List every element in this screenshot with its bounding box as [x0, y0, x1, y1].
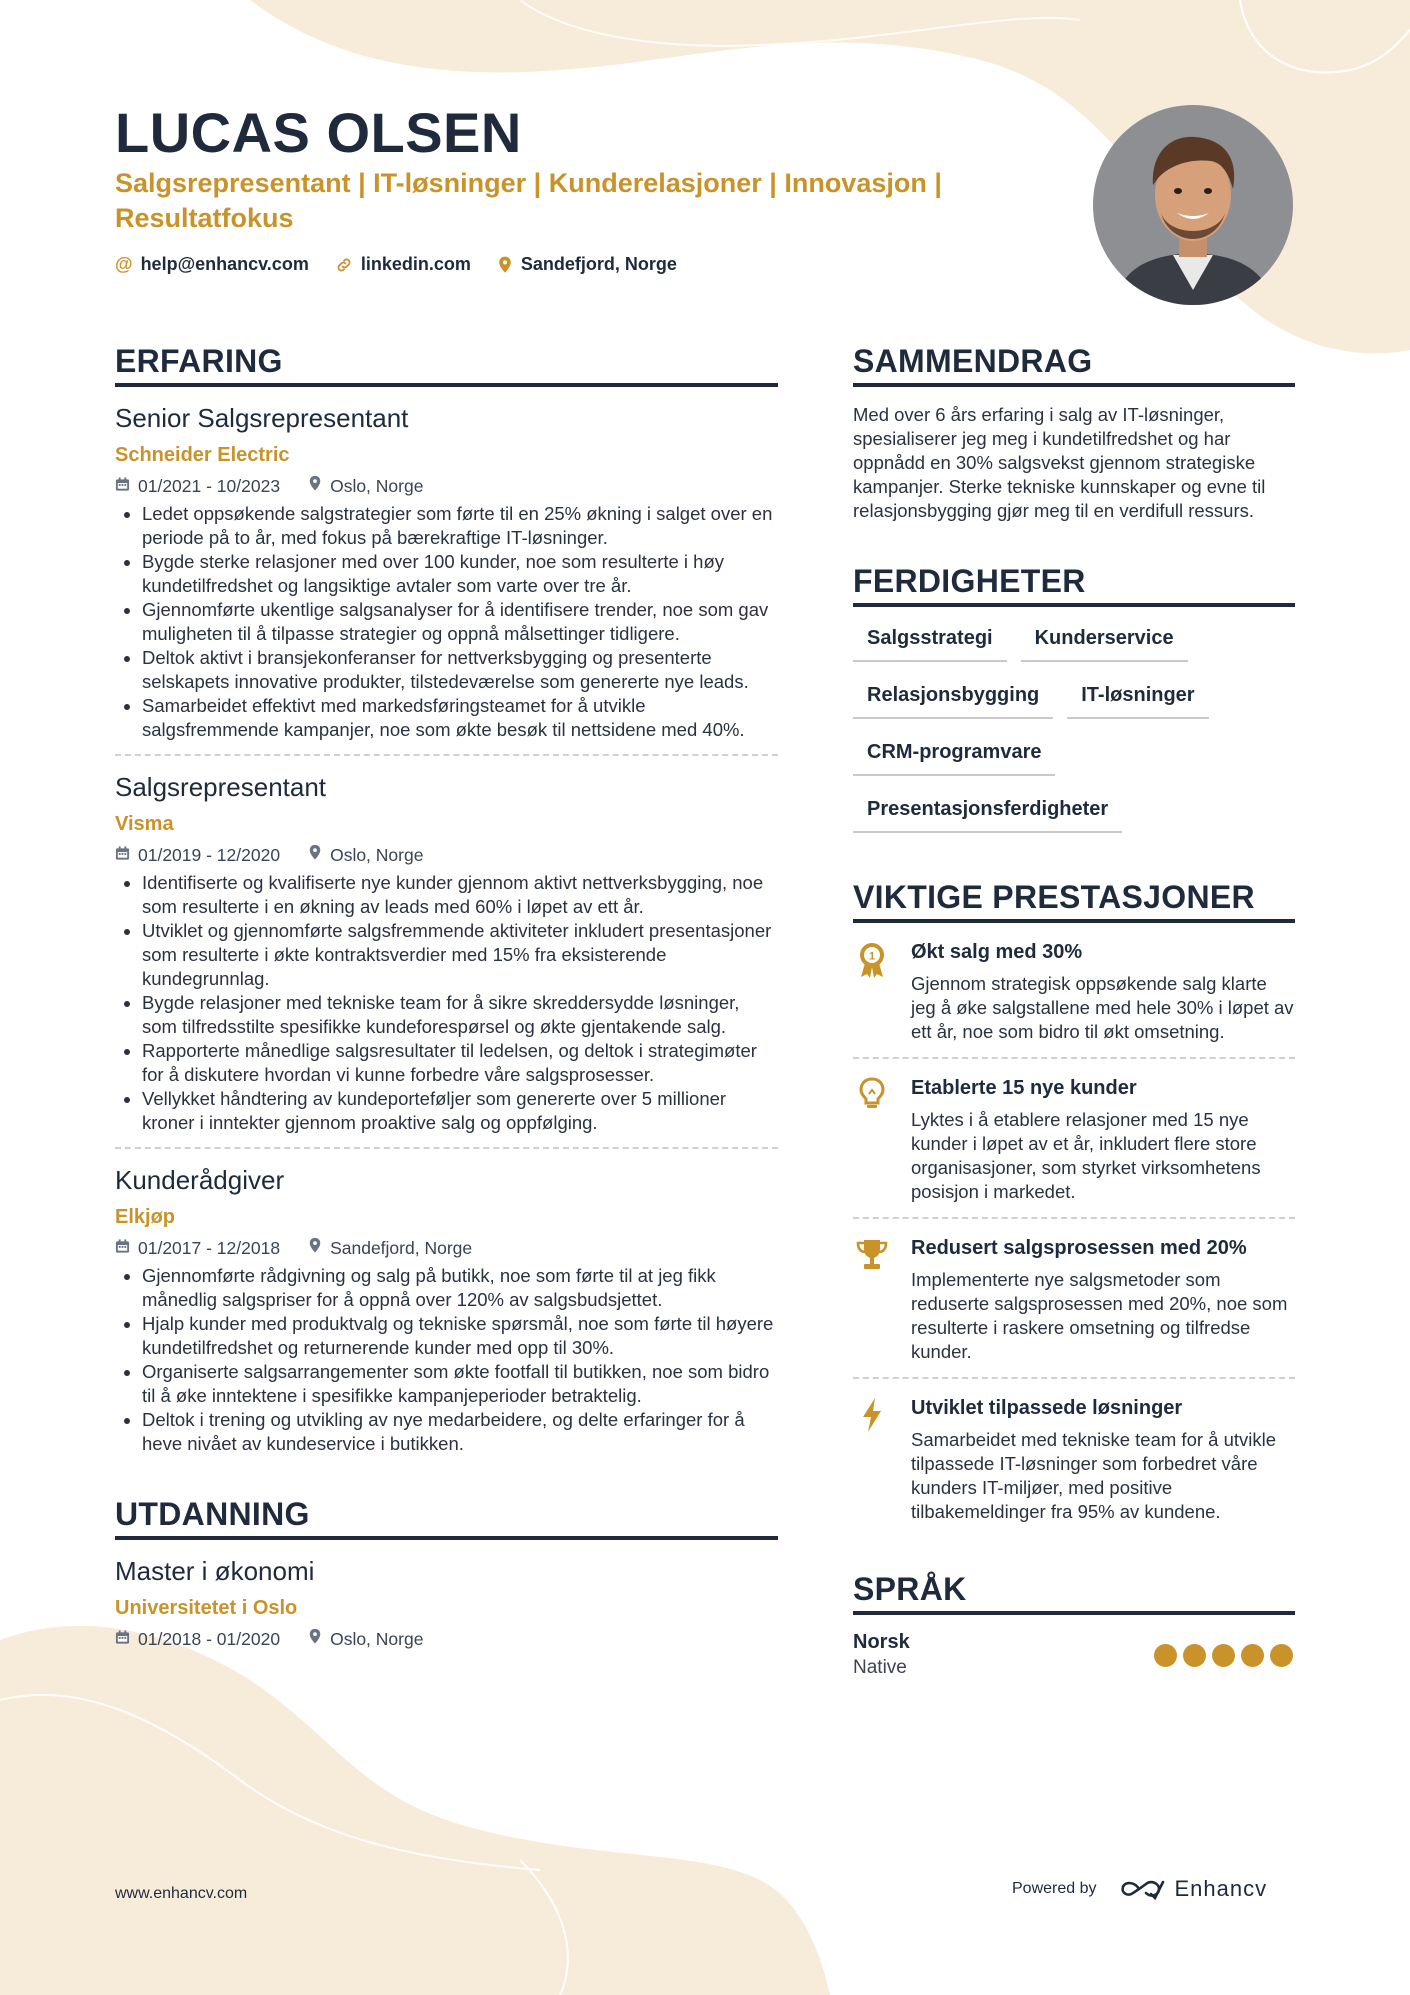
bullet-item: • Vellykket håndtering av kundeporteføljer som genererte over 5 millioner kroner i inntekter gjennom proaktive salg og oppfølging.	[142, 1087, 778, 1135]
powered-by-text: Powered by	[1012, 1880, 1097, 1897]
brand-logo[interactable]	[1119, 1876, 1268, 1902]
school-name: Universitetet i Oslo	[115, 1597, 298, 1619]
achievement-title: Økt salg med 30%	[911, 941, 1083, 963]
at-sign-icon: @	[115, 254, 133, 274]
summary-heading: SAMMENDRAG	[853, 343, 1295, 387]
location-pin-icon	[308, 1628, 322, 1650]
right-column	[853, 343, 1295, 1679]
location-pin-icon	[308, 475, 322, 497]
summary-text: Med over 6 års erfaring i salg av IT-løsninger, spesialiserer jeg meg i kundetilfredshet og har oppnådd en 30% salgsvekst gjennom strategiske kampanjer. Sterke tekniske kunnskaper og evne til relasjonsbygging gjør meg til en verdifull ressurs.	[853, 404, 1266, 521]
job-title: Kunderådgiver	[115, 1165, 285, 1195]
location-pin-icon	[497, 256, 513, 274]
footer-branding	[1012, 1876, 1267, 1902]
education-dates: 01/2018 - 01/2020	[138, 1628, 281, 1649]
skill-tag: CRM-programvare	[853, 733, 1055, 776]
skill-tag: Presentasjonsferdigheter	[853, 790, 1122, 833]
bullet-item: • Rapporterte månedlige salgsresultater til ledelsen, og deltok i strategimøter for å diskutere hvordan vi kunne forbedre våre salgsprosesser.	[142, 1039, 778, 1087]
rating-dot	[1241, 1644, 1264, 1667]
job-title: Senior Salgsrepresentant	[115, 403, 409, 433]
contact-location	[497, 254, 677, 275]
skills-list	[853, 619, 1295, 847]
calendar-icon	[115, 845, 130, 866]
calendar-icon	[115, 1629, 130, 1650]
achievement-description: Samarbeidet med tekniske team for å utvikle tilpassede IT-løsninger som forbedret våre kunders IT-miljøer, med positive tilbakemeldinger fra 95% av kundene.	[911, 1429, 1277, 1522]
rating-dot	[1212, 1644, 1235, 1667]
bullet-item: • Deltok aktivt i bransjekonferanser for nettverksbygging og presenterte selskapets innovative produkter, tilstedeværelse som genererte nye leads.	[142, 646, 778, 694]
job-meta	[115, 844, 778, 866]
svg-text:1: 1	[868, 950, 876, 963]
award-ribbon-icon	[853, 941, 891, 1044]
company-name: Schneider Electric	[115, 444, 290, 466]
achievement-item	[853, 1379, 1295, 1537]
rating-dot	[1270, 1644, 1293, 1667]
job-meta	[115, 1237, 778, 1259]
trophy-icon	[853, 1237, 891, 1364]
languages-heading: SPRÅK	[853, 1571, 1295, 1615]
contact-linkedin[interactable]	[335, 254, 471, 275]
rating-dot	[1154, 1644, 1177, 1667]
achievement-item	[853, 923, 1295, 1059]
enhancv-logo-icon	[1119, 1878, 1165, 1900]
language-item	[853, 1631, 1295, 1679]
education-meta	[115, 1628, 778, 1650]
job-location: Sandefjord, Norge	[330, 1237, 473, 1258]
skill-tag: Kunderservice	[1021, 619, 1188, 662]
bullet-item: • Organiserte salgsarrangementer som økte footfall til butikken, noe som bidro til å øke inntektene i spesifikke kampanjeperioder betraktelig.	[142, 1360, 778, 1408]
headline: Salgsrepresentant | IT-løsninger | Kunderelasjoner | Innovasjon | Resultatfokus	[115, 168, 942, 233]
candidate-name: LUCAS OLSEN	[115, 101, 522, 164]
footer-website[interactable]: www.enhancv.com	[115, 1885, 248, 1902]
achievement-title: Redusert salgsprosessen med 20%	[911, 1237, 1247, 1259]
bullet-item: • Utviklet og gjennomførte salgsfremmende aktiviteter inkludert presentasjoner som resulterte i økte kontraktsverdier med 15% fra eksisterende kundegrunnlag.	[142, 919, 778, 991]
achievement-item	[853, 1059, 1295, 1219]
brand-name: Enhancv	[1174, 1876, 1268, 1901]
link-icon	[335, 256, 353, 274]
left-column	[115, 343, 778, 1662]
job-bullets	[115, 1264, 778, 1456]
job-dates: 01/2021 - 10/2023	[138, 475, 281, 496]
experience-item	[115, 1149, 778, 1468]
company-name: Visma	[115, 813, 174, 835]
bullet-item: • Deltok i trening og utvikling av nye medarbeidere, og delte erfaringer for å heve nivået av kundeservice i butikken.	[142, 1408, 778, 1456]
education-heading: UTDANNING	[115, 1496, 778, 1540]
bullet-item: • Identifiserte og kvalifiserte nye kunder gjennom aktivt nettverksbygging, noe som resulterte i en økning av leads med 60% i løpet av ett år.	[142, 871, 778, 919]
job-bullets	[115, 502, 778, 742]
job-location: Oslo, Norge	[330, 475, 424, 496]
lightning-bolt-icon	[853, 1397, 891, 1524]
achievement-description: Implementerte nye salgsmetoder som reduserte salgsprosessen med 20%, noe som resulterte i raskere omsetning og tilfredse kunder.	[911, 1269, 1288, 1362]
skill-tag: IT-løsninger	[1067, 676, 1208, 719]
achievements-heading: VIKTIGE PRESTASJONER	[853, 879, 1295, 923]
linkedin-text: linkedin.com	[360, 254, 471, 274]
bullet-item: • Gjennomførte ukentlige salgsanalyser for å identifisere trender, noe som gav muligheten til å tilpasse strategier og oppnå målsettinger tidligere.	[142, 598, 778, 646]
achievement-item	[853, 1219, 1295, 1379]
calendar-icon	[115, 1238, 130, 1259]
location-text: Sandefjord, Norge	[520, 254, 677, 274]
bullet-item: • Bygde relasjoner med tekniske team for å sikre skreddersydde løsninger, som tilfredsstilte spesifikke kundeforespørsel og økte gjentakende salg.	[142, 991, 778, 1039]
language-rating	[1154, 1644, 1293, 1667]
job-dates: 01/2019 - 12/2020	[138, 844, 281, 865]
achievement-description: Gjennom strategisk oppsøkende salg klarte jeg å øke salgstallene med hele 30% i løpet av ett år, noe som bidro til økt omsetning.	[911, 973, 1294, 1042]
education-location: Oslo, Norge	[330, 1628, 424, 1649]
bullet-item: • Ledet oppsøkende salgstrategier som førte til en 25% økning i salget over en periode på to år, med fokus på bærekraftige IT-løsninger.	[142, 502, 778, 550]
rating-dot	[1183, 1644, 1206, 1667]
achievement-title: Etablerte 15 nye kunder	[911, 1077, 1137, 1099]
language-name: Norsk	[853, 1631, 910, 1653]
experience-item	[115, 756, 778, 1149]
contact-bar	[115, 254, 677, 275]
company-name: Elkjøp	[115, 1206, 176, 1228]
lightbulb-icon	[853, 1077, 891, 1204]
job-location: Oslo, Norge	[330, 844, 424, 865]
bullet-item: • Samarbeidet effektivt med markedsføringsteamet for å utvikle salgsfremmende kampanjer, noe som økte besøk til nettsidene med 40%.	[142, 694, 778, 742]
bullet-item: • Gjennomførte rådgivning og salg på butikk, noe som førte til at jeg fikk månedlig salgspriser for å oppnå over 120% av salgsbudsjettet.	[142, 1264, 778, 1312]
calendar-icon	[115, 476, 130, 497]
achievement-title: Utviklet tilpassede løsninger	[911, 1397, 1183, 1419]
education-item	[115, 1540, 778, 1662]
job-dates: 01/2017 - 12/2018	[138, 1237, 281, 1258]
skill-tag: Relasjonsbygging	[853, 676, 1053, 719]
bullet-item: • Hjalp kunder med produktvalg og tekniske spørsmål, noe som førte til høyere kundetilfredshet og returnerende kunder med opp til 30%.	[142, 1312, 778, 1360]
achievement-description: Lyktes i å etablere relasjoner med 15 nye kunder i løpet av et år, inkludert flere store organisasjoner, som styrket virksomhetens posisjon i markedet.	[911, 1109, 1261, 1202]
bullet-item: • Bygde sterke relasjoner med over 100 kunder, noe som resulterte i høy kundetilfredshet og langsiktige avtaler som varte over tre år.	[142, 550, 778, 598]
experience-item	[115, 387, 778, 756]
location-pin-icon	[308, 844, 322, 866]
job-title: Salgsrepresentant	[115, 772, 327, 802]
location-pin-icon	[308, 1237, 322, 1259]
contact-email[interactable]	[115, 254, 309, 275]
language-level: Native	[853, 1657, 907, 1678]
email-text: help@enhancv.com	[140, 254, 309, 274]
skill-tag: Salgsstrategi	[853, 619, 1007, 662]
degree-title: Master i økonomi	[115, 1556, 315, 1586]
job-bullets	[115, 871, 778, 1135]
skills-heading: FERDIGHETER	[853, 563, 1295, 607]
profile-photo	[1093, 105, 1293, 305]
job-meta	[115, 475, 778, 497]
experience-heading: ERFARING	[115, 343, 778, 387]
